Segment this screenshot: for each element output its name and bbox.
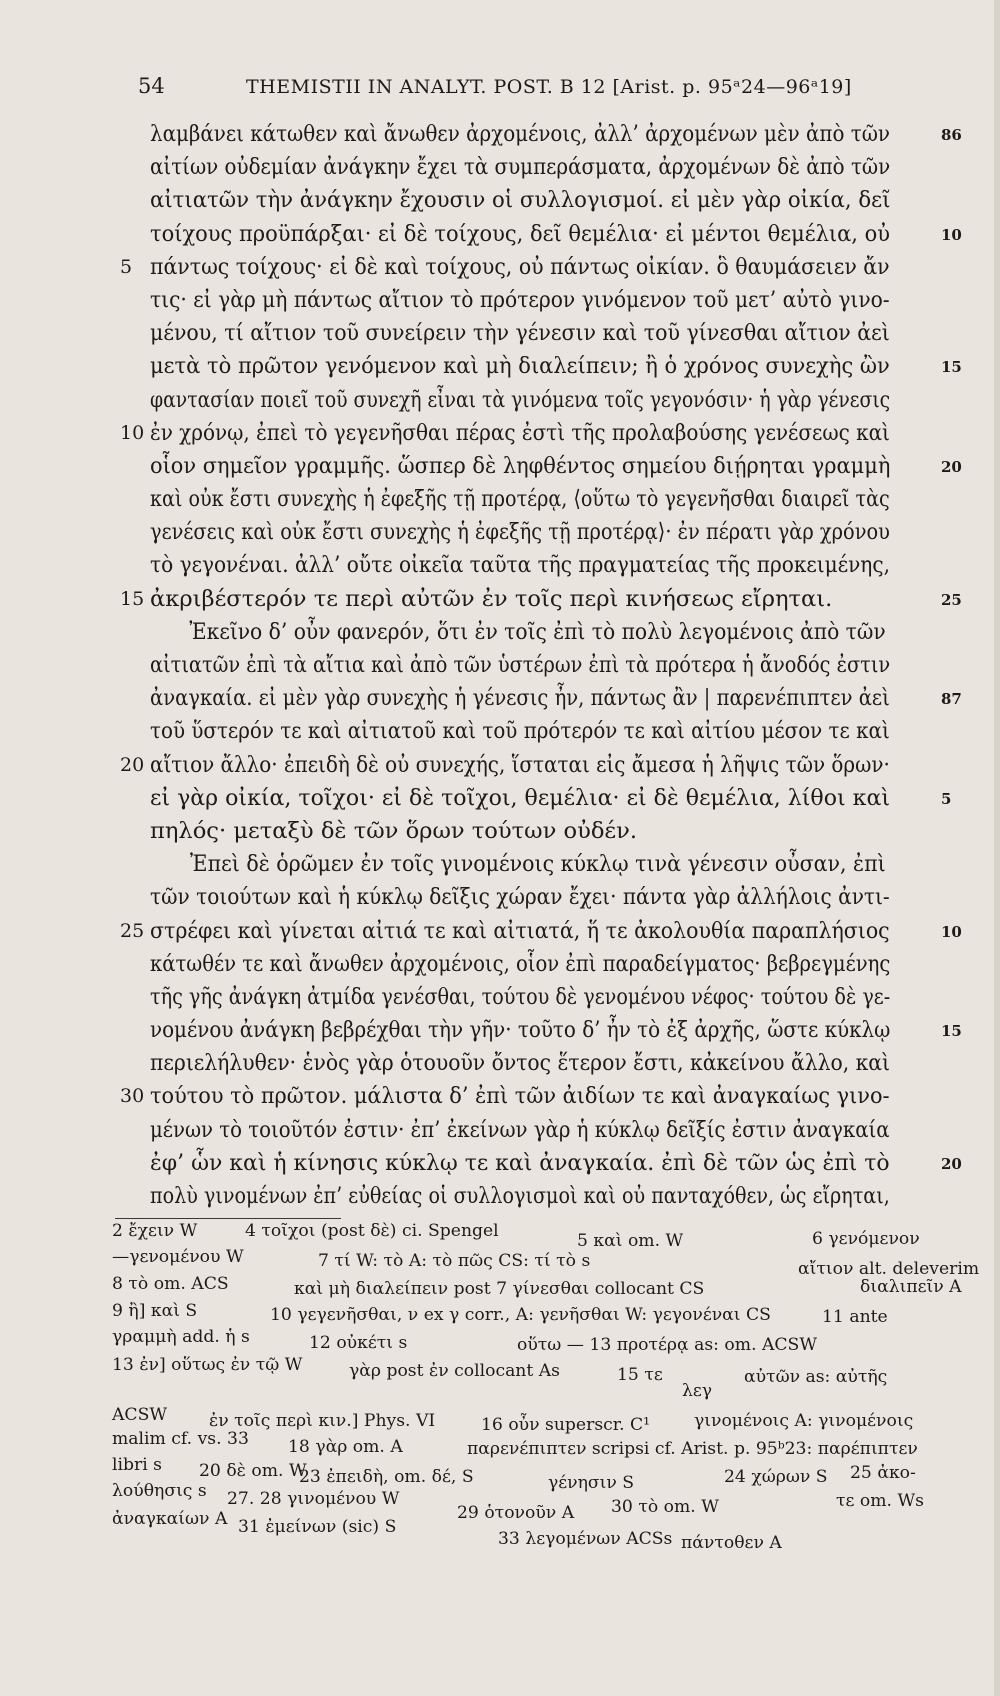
footnote: 24 χώρων S [724,1467,828,1487]
footnote: γραμμὴ add. ἡ s [112,1327,250,1347]
main-text [120,118,962,1213]
text-line [120,749,950,782]
text-line [120,583,962,616]
footnote: 23 ἐπειδὴ, om. δέ, S [299,1467,474,1487]
margin-reference: 25 [941,590,962,609]
line-text: τῆς γῆς ἀνάγκη ἀτμίδα γενέσθαι, τούτου δὲ γενομένου νέφος· τούτου δὲ γε- [150,983,891,1010]
footnote: libri s [112,1455,162,1475]
footnote: 7 τί W: τὸ A: τὸ πῶς CS: τί τὸ s [318,1251,591,1271]
footnote: πάντοθεν A [681,1533,782,1553]
footnote: 16 οὖν superscr. C¹ [481,1415,651,1435]
line-text: αἰτιατῶν τὴν ἀνάγκην ἔχουσιν οἱ συλλογισμοί. εἰ μὲν γὰρ οἰκία, δεῖ [150,187,891,214]
text-line [150,1147,962,1180]
footnote: ACSW [112,1405,168,1425]
line-text: γενέσεις καὶ οὐκ ἔστι συνεχὴς ἡ ἐφεξῆς τῇ προτέρᾳ⟩· ἐν πέρατι γὰρ χρόνου [150,519,890,546]
line-text: ἀναγκαία. εἰ μὲν γὰρ συνεχὴς ἡ γένεσις ἦν, πάντως ἂν | παρενέπιπτεν ἀεὶ [150,685,890,712]
footnote: 2 ἔχειν W [112,1221,198,1241]
text-line [150,118,962,151]
text-line [150,881,950,914]
page-number: 54 [138,74,165,98]
line-number: 15 [120,587,145,610]
line-text: μένου, τί αἴτιον τοῦ συνείρειν τὴν γένεσιν καὶ τοῦ γίνεσθαι αἴτιον ἀεὶ [150,320,890,347]
line-number: 10 [120,421,145,444]
line-text: οἷον σημεῖον γραμμῆς. ὥσπερ δὲ ληφθέντος σημείου διῄρηται γραμμὴ [150,452,891,479]
margin-reference: 20 [941,1154,962,1173]
line-text: αἰτιατῶν ἐπὶ τὰ αἴτια καὶ ἀπὸ τῶν ὑστέρων ἐπὶ τὰ πρότερα ἡ ἄνοδός ἐστιν [150,652,891,678]
text-line [150,516,950,549]
line-text: κάτωθέν τε καὶ ἄνωθεν ἀρχομένοις, οἷον ἐπὶ παραδείγματος· βεβρεγμένης [150,950,891,977]
footnote: 8 τὸ om. ACS [112,1274,229,1294]
line-text: τις· εἰ γὰρ μὴ πάντως αἴτιον τὸ πρότερον γινόμενον τοῦ μετ’ αὐτὸ γινο- [150,286,890,313]
footnote: 6 γενόμενον [812,1229,920,1249]
line-text: Ἐκεῖνο δ’ οὖν φανερόν, ὅτι ἐν τοῖς ἐπὶ τὸ πολὺ λεγομένοις ἀπὸ τῶν [189,618,886,645]
line-text: περιελήλυθεν· ἑνὸς γὰρ ὁτουοῦν ὄντος ἕτερον ἔστι, κἀκείνου ἄλλο, καὶ [150,1050,890,1077]
text-line [150,350,962,383]
line-text: τὸ γεγονέναι. ἀλλ’ οὔτε οἰκεῖα ταῦτα τῆς πραγματείας τῆς προκειμένης, [150,552,890,579]
footnote: —γενομένου W [112,1247,244,1267]
footnote: 13 ἐν] οὕτως ἐν τῷ W [112,1355,303,1375]
footnote: 27. 28 γινομένου W [227,1489,400,1509]
line-number: 25 [120,919,145,942]
text-line [120,915,962,948]
text-line [150,1047,950,1080]
footnote: λεγ [682,1381,713,1401]
line-text: τοῦ ὕστερόν τε καὶ αἰτιατοῦ καὶ τοῦ πρότερόν τε καὶ αἰτίου μέσον τε καὶ [150,718,890,745]
line-text: ἐφ’ ὧν καὶ ἡ κίνησις κύκλῳ τε καὶ ἀναγκαία. ἐπὶ δὲ τῶν ὡς ἐπὶ τὸ [150,1149,890,1176]
text-line [150,948,950,981]
text-line [120,251,950,284]
line-text: καὶ οὐκ ἔστι συνεχὴς ἡ ἐφεξῆς τῇ προτέρᾳ, ⟨οὕτω τὸ γεγενῆσθαι διαιρεῖ τὰς [150,486,890,513]
text-line [150,450,962,483]
apparatus-criticus [112,1221,980,1691]
footnote: αἴτιον alt. deleverim [798,1259,980,1279]
footnote: τε om. Ws [836,1491,924,1511]
margin-reference: 15 [941,1022,962,1041]
text-line [120,1080,950,1113]
footnote: 18 γὰρ om. A [288,1437,403,1457]
line-text: στρέφει καὶ γίνεται αἰτιά τε καὶ αἰτιατά, ἥ τε ἀκολουθία παραπλήσιος [150,917,890,944]
footnote: λούθησις s [112,1481,207,1501]
line-text: μετὰ τὸ πρῶτον γενόμενον καὶ μὴ διαλείπειν; ἢ ὁ χρόνος συνεχὴς ὢν [150,353,890,380]
footnote: γὰρ post ἐν collocant As [349,1361,560,1381]
text-line [150,981,950,1014]
footnote: 30 τὸ om. W [611,1497,719,1517]
footnote: παρενέπιπτεν scripsi cf. Arist. p. 95ᵇ23: παρέπιπτεν [467,1439,918,1459]
footnote: 33 λεγομένων ACSs [498,1529,673,1549]
text-line [150,317,950,350]
footnote: οὕτω — 13 προτέρᾳ as: om. ACSW [517,1335,818,1355]
footnote-rule [115,1218,341,1219]
footnote: 9 ἢ] καὶ S [112,1301,198,1321]
line-text: πηλός· μεταξὺ δὲ τῶν ὅρων τούτων οὐδέν. [150,817,638,844]
line-text: πάντως τοίχους· εἰ δὲ καὶ τοίχους, οὐ πάντως οἰκίαν. ὃ θαυμάσειεν ἄν [150,253,890,280]
text-line [150,184,950,217]
margin-reference: 5 [941,789,952,808]
line-number: 5 [120,255,133,278]
line-text: εἰ γὰρ οἰκία, τοῖχοι· εἰ δὲ τοῖχοι, θεμέλια· εἰ δὲ θεμέλια, λίθοι καὶ [150,784,890,811]
footnote: 11 ante [822,1307,888,1327]
footnote: 12 οὐκέτι s [309,1333,408,1353]
line-text: μένων τὸ τοιοῦτόν ἐστιν· ἐπ’ ἐκείνων γὰρ ἡ κύκλῳ δεῖξίς ἐστιν ἀναγκαία [150,1116,890,1143]
text-line [150,616,950,649]
text-line [150,218,962,251]
line-text: ἐν χρόνῳ, ἐπεὶ τὸ γεγενῆσθαι πέρας ἐστὶ τῆς προλαβούσης γενέσεως καὶ [150,419,890,446]
text-line [150,1014,962,1047]
footnote: καὶ μὴ διαλείπειν post 7 γίνεσθαι collocant CS [294,1279,705,1299]
line-text: φαντασίαν ποιεῖ τοῦ συνεχῆ εἶναι τὰ γινόμενα τοῖς γεγονόσιν· ἡ γὰρ γένεσις [150,386,891,413]
text-line [150,151,950,184]
footnote: 15 τε [617,1365,663,1385]
text-line [150,483,950,516]
footnote: 20 δὲ om. W [199,1461,307,1481]
line-text: νομένου ἀνάγκη βεβρέχθαι τὴν γῆν· τοῦτο δ’ ἦν τὸ ἐξ ἀρχῆς, ὥστε κύκλῳ [150,1017,891,1044]
text-line [150,682,962,715]
margin-reference: 87 [941,690,962,709]
line-text: πολὺ γινομένων ἐπ’ εὐθείας οἱ συλλογισμοὶ καὶ οὐ πανταχόθεν, ὡς εἴρηται, [150,1183,890,1209]
line-text: τούτου τὸ πρῶτον. μάλιστα δ’ ἐπὶ τῶν ἀιδίων τε καὶ ἀναγκαίως γινο- [150,1083,890,1110]
margin-reference: 86 [941,126,962,144]
footnote: 25 ἀκο- [850,1463,916,1483]
page-edge [994,0,1000,1696]
text-line [150,384,950,417]
footnote: ἐν τοῖς περὶ κιν.] Phys. VI [209,1411,436,1431]
line-text: ἀκριβέστερόν τε περὶ αὐτῶν ἐν τοῖς περὶ κινήσεως εἴρηται. [150,585,833,612]
line-text: λαμβάνει κάτωθεν καὶ ἄνωθεν ἀρχομένοις, ἀλλ’ ἀρχομένων μὲν ἀπὸ τῶν [150,121,890,147]
text-line [150,1180,950,1213]
running-title: THEMISTII IN ANALYT. POST. B 12 [Arist. p. 95ᵃ24—96ᵃ19] [246,76,852,98]
footnote: 4 τοῖχοι (post δὲ) ci. Spengel [245,1221,499,1241]
text-line [150,715,950,748]
line-text: αἴτιον ἄλλο· ἐπειδὴ δὲ οὐ συνεχής, ἵσταται εἰς ἄμεσα ἡ λῆψις τῶν ὅρων· [150,751,890,778]
line-text: αἰτίων οὐδεμίαν ἀνάγκην ἔχει τὰ συμπεράσματα, ἀρχομένων δὲ ἀπὸ τῶν [150,154,891,181]
line-number: 30 [120,1085,145,1108]
text-line [150,284,950,317]
footnote: αὐτῶν as: αὐτῆς [744,1367,888,1387]
line-text: Ἐπεὶ δὲ ὁρῶμεν ἐν τοῖς γινομένοις κύκλῳ τινὰ γένεσιν οὖσαν, ἐπὶ [190,851,886,878]
text-line [150,848,950,881]
margin-reference: 15 [941,358,962,377]
text-line [150,782,950,815]
footnote: γένησιν S [548,1473,635,1493]
footnote: ἀναγκαίων A [112,1509,228,1529]
text-line [150,1114,950,1147]
margin-reference: 20 [941,457,962,476]
margin-reference: 10 [941,225,962,244]
line-text: τοίχους προϋπάρξαι· εἰ δὲ τοίχους, δεῖ θεμέλια· εἰ μέντοι θεμέλια, οὐ [150,220,890,247]
footnote: διαλιπεῖν A [860,1277,962,1297]
footnote: 5 καὶ om. W [577,1231,684,1251]
footnote: 10 γεγενῆσθαι, ν ex γ corr., A: γενῆσθαι W: γεγονέναι CS [270,1305,771,1325]
margin-reference: 10 [941,922,962,941]
text-line [150,549,950,582]
running-header [138,70,898,104]
line-number: 20 [120,753,145,776]
footnote: 31 ἐμείνων (sic) S [238,1517,397,1537]
line-text: τῶν τοιούτων καὶ ἡ κύκλῳ δεῖξις χώραν ἔχει· πάντα γὰρ ἀλλήλοις ἀντι- [150,884,890,911]
text-line [150,815,950,848]
text-line [150,649,950,682]
footnote: 29 ὁτονοῦν A [457,1503,575,1523]
footnote: malim cf. vs. 33 [112,1429,249,1449]
footnote: γινομένοις A: γινομένοις [694,1411,914,1431]
text-line [120,417,950,450]
